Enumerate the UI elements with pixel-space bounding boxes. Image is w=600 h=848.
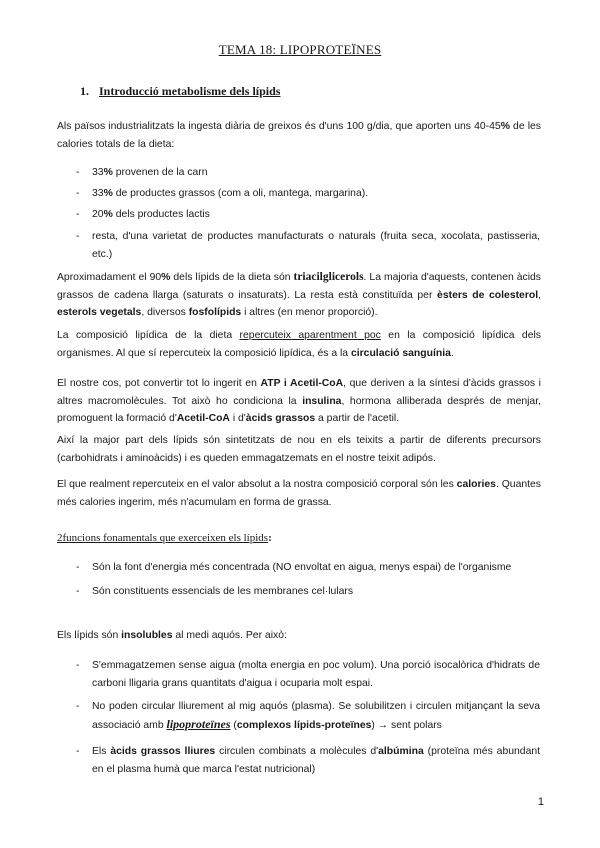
intro-text-2: de les calories totals de la dieta: (57, 121, 541, 150)
page-number: 1 (537, 796, 544, 808)
intro-text: Als països industrialitzats la ingesta diària de greixos és d'uns 100 g/dia, que aporten uns 40-45 (57, 121, 501, 132)
functions-heading: 2funcions fonamentals que exerceixen els lípids: (57, 532, 272, 544)
section-heading-1 (80, 84, 280, 99)
paragraph-insoluble: Els lípids són insolubles al medi aquós. Per això: (57, 630, 287, 641)
intro-paragraph (57, 118, 541, 153)
section-title: Introducció metabolisme dels lípids (99, 84, 281, 98)
paragraph-calories: El que realment repercuteix en el valor absolut a la nostra composició corporal són les calories. Quantes més calories ingerim, més n'acumulam en forma de grassa. (57, 479, 542, 508)
document-page: TEMA 18: LIPOPROTEÏNES 1. Introducció metabolisme dels lípids Als països industrialitzats la ingesta diària de greixos és d'uns 100 g/dia, que aporten uns 40-45% de les calories totals de la dieta: - 33% provenen de la carn - 33% de productes grassos (com a oli, mantega, margarina). - 20% dels productes lactis - resta, d'una varietat de productes manufacturats o naturals (fruita seca, xocolata, pastisseria, etc.) Aproximadament el 90% dels lípids de la dieta són triacilglicerols. La majoria d'aquests, contenen àcids grassos de cadena llarga (saturats o insaturats). La resta està constituïda per èsters de colesterol, esterols vegetals, diversos fosfolípids i altres (en menor proporció). La composició lipídica de la dieta repercuteix aparentment poc en la composició lipídica dels organismes. Al que sí repercuteix la composició lipídica, és a la circulació sanguínia. El nostre cos, pot convertir tot lo ingerit en ATP i Acetil-CoA, que deriven a la síntesi d'àcids grassos i altres macromolècules. Tot això ho condiciona la insulina, hormona alliberada després de menjar, promoguent la formació d'Acetil-CoA i d'àcids grassos a partir de l'acetil. Així la major part dels lípids són sintetitzats de nou en els teixits a partir de diferents precursors (carbohidrats i aminoàcids) i es queden emmagatzemats en el nostre teixit adipós. El que realment repercuteix en el valor absolut a la nostra composició corporal són les calories. Quantes més calories ingerim, més n'acumulam en forma de grassa. 2funcions fonamentals que exerceixen els lípids: - Són la font d'energia més concentrada (NO envoltat en aigua, menys espai) de l'organisme - Són constituents essencials de les membranes cel·lulars Els lípids són insolubles al medi aquós. Per això: - S'emmagatzemen sense aigua (molta energia en poc volum). Una porció isocalòrica d'hidrats de carboni lligaria grans quantitats d'aigua i ocuparia molt espai. - No poden circular lliurement al mig aquós (plasma). Se solubilitzen i circulen mitjançant la seva associació amb lipoproteïnes (complexos lípids-proteïnes) → sent polars - Els àcids grassos lliures circulen combinats a molècules d'albúmina (proteïna més abundant en el plasma humà que marca l'estat nutricional) 1 (0, 0, 600, 848)
intro-pct: % (500, 121, 510, 132)
paragraph-composition: La composició lipídica de la dieta repercuteix aparentment poc en la composició lipídica dels organismes. Al que sí repercuteix la composició lipídica, és a la circulació sanguínia. (57, 330, 541, 359)
page-title: TEMA 18: LIPOPROTEÏNES (218, 42, 382, 57)
paragraph-body-conversion: El nostre cos, pot convertir tot lo ingerit en ATP i Acetil-CoA, que deriven a la síntesi d'àcids grassos i altres macromolècules. Tot això ho condiciona la insulina, hormona alliberada després de menjar, promoguent la formació d'Acetil-CoA i d'àcids grassos a partir de l'acetil. (57, 378, 541, 424)
section-number: 1. (80, 84, 89, 98)
paragraph-synthesis: Així la major part dels lípids són sintetitzats de nou en els teixits a partir de diferents precursors (carbohidrats i aminoàcids) i es queden emmagatzemats en el nostre teixit adipós. (57, 435, 541, 464)
paragraph-triacylglycerols: Aproximadament el 90% dels lípids de la dieta són triacilglicerols. La majoria d'aquests, contenen àcids grassos de cadena llarga (saturats o insaturats). La resta està constituïda per èsters de colesterol, esterols vegetals, diversos fosfolípids i altres (en menor proporció). (57, 271, 542, 318)
